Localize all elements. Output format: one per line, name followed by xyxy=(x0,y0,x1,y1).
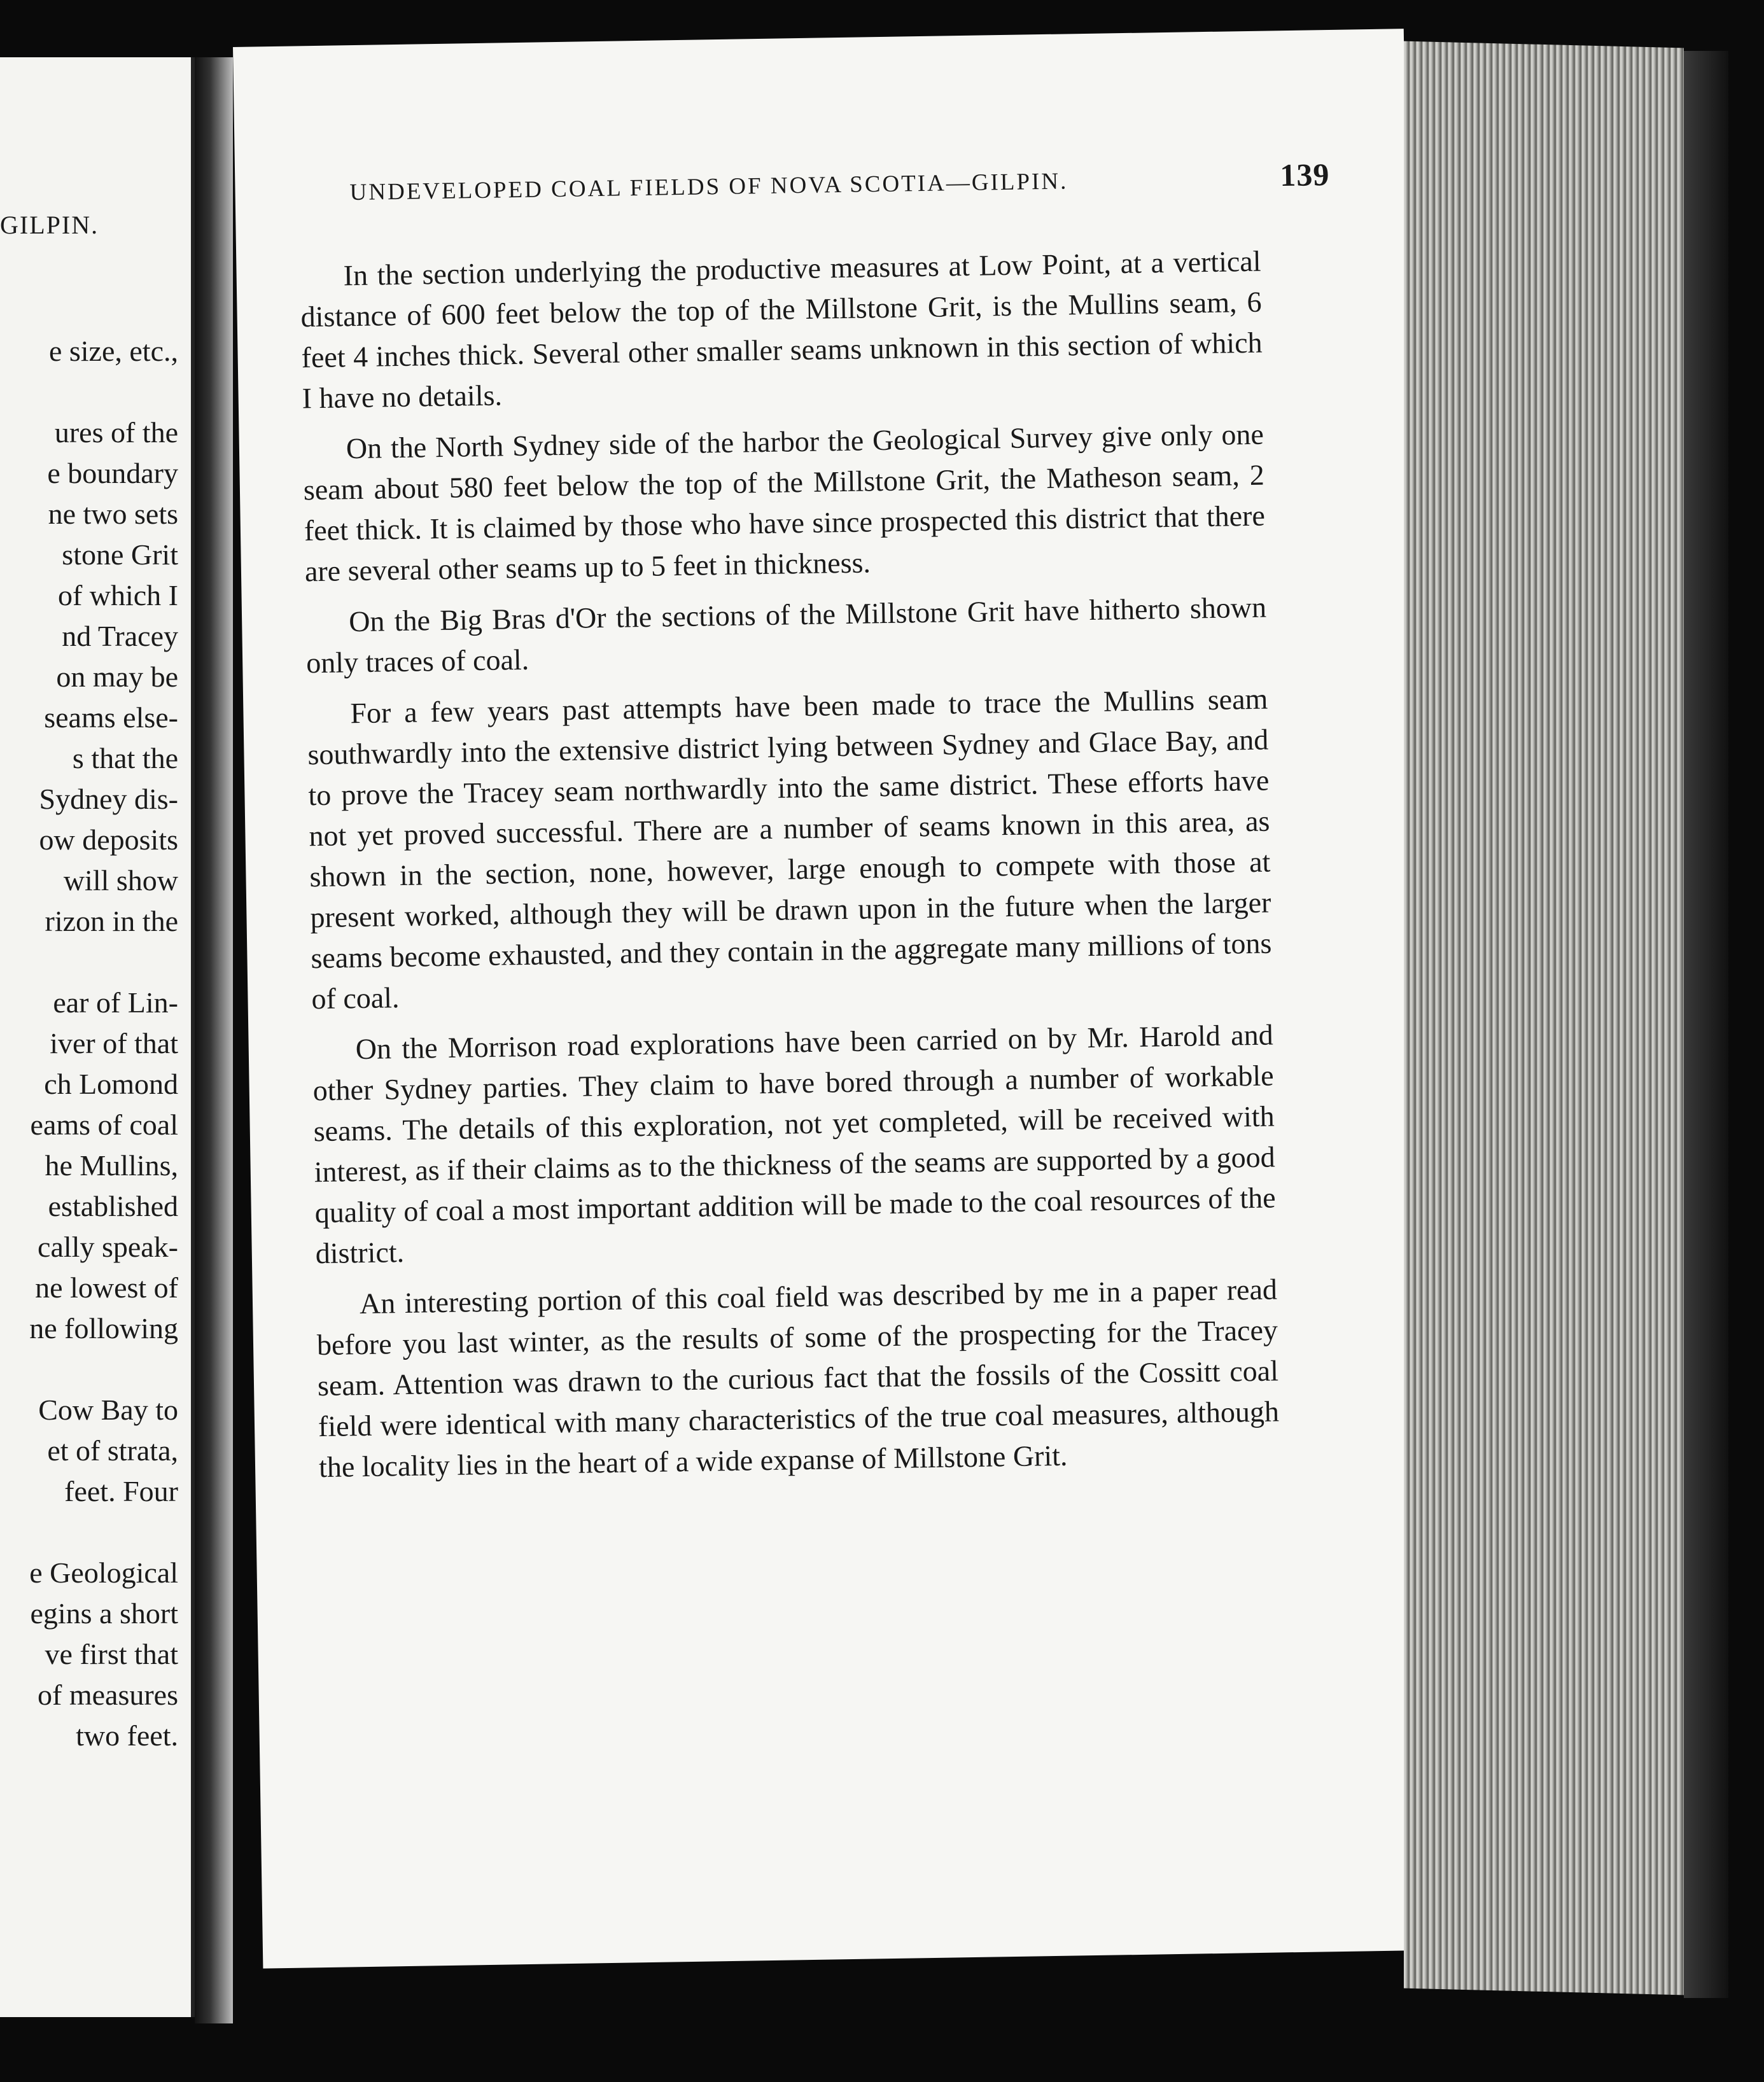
paragraph: On the Morrison road explorations have been carried on by Mr. Harold and other Sydney parties. They claim to have bored through a number of workable seams. The details of this exploration, not yet completed, will be received with interest, as if their claims as to the thickness of the seams are supported by a good quality of coal a most important addition will be made to the coal resources of the district. xyxy=(312,1018,1277,1270)
left-page-text xyxy=(0,331,191,1756)
left-line: ear of Lin- xyxy=(53,986,178,1019)
left-line: of measures xyxy=(38,1679,178,1711)
book-cover-edge xyxy=(1684,51,1728,1998)
page-number: 139 xyxy=(1279,156,1330,193)
paragraph: An interesting portion of this coal field was described by me in a paper read before you last winter, as the results of some of the prospecting for the Tracey seam. Attention was drawn to the curious fact that the fossils of the Cossitt coal field were identical with many characteristics of the true coal measures, although the locality lies in the heart of a wide expanse of Millstone Grit. xyxy=(316,1273,1280,1484)
left-line: egins a short xyxy=(30,1597,178,1630)
left-line: e boundary xyxy=(47,457,178,489)
left-line: on may be xyxy=(56,660,178,693)
left-line: cally speak- xyxy=(38,1231,178,1263)
left-line: e size, etc., xyxy=(48,335,178,367)
paragraph: In the section underlying the productive measures at Low Point, at a vertical distance of 600 feet below the top of the Millstone Grit, is the Mullins seam, 6 feet 4 inches thick. Several other smaller seams unknown in this section of which I have no details. xyxy=(300,244,1263,415)
left-line: ow deposits xyxy=(39,823,178,856)
left-line: ve first that xyxy=(45,1638,178,1670)
left-line: feet. Four xyxy=(64,1475,178,1507)
left-line: e Geological xyxy=(29,1556,178,1589)
running-title: UNDEVELOPED COAL FIELDS OF NOVA SCOTIA—GILPIN. xyxy=(349,168,1068,206)
left-line: of which I xyxy=(57,579,178,611)
left-line: seams else- xyxy=(44,701,178,734)
paragraph: On the Big Bras d'Or the sections of the Millstone Grit have hitherto shown only traces of coal. xyxy=(305,590,1267,680)
left-line: nd Tracey xyxy=(62,620,178,652)
left-line: stone Grit xyxy=(62,538,178,571)
left-line-gap xyxy=(0,1349,191,1390)
left-line: s that the xyxy=(72,742,178,774)
left-line: ch Lomond xyxy=(44,1068,178,1100)
body-text xyxy=(300,241,1280,1498)
running-head xyxy=(349,156,1330,206)
left-line: Sydney dis- xyxy=(39,783,178,815)
left-line: ne following xyxy=(29,1312,178,1345)
left-line: et of strata, xyxy=(47,1434,178,1467)
main-page xyxy=(233,29,1434,1969)
left-line: two feet. xyxy=(76,1719,178,1752)
left-facing-page xyxy=(0,57,195,2017)
left-line-gap xyxy=(0,372,191,412)
left-line: rizon in the xyxy=(45,905,178,937)
left-line: he Mullins, xyxy=(45,1149,178,1182)
left-line: iver of that xyxy=(50,1027,178,1059)
page-edges xyxy=(1404,41,1684,1995)
left-line: eams of coal xyxy=(30,1108,178,1141)
left-line: Cow Bay to xyxy=(38,1394,178,1426)
scan-background xyxy=(0,2023,1764,2082)
paragraph: For a few years past attempts have been made to trace the Mullins seam southwardly into the extensive district lying between Sydney and Glace Bay, and to prove the Tracey seam northwardly into the same district. These efforts have not yet proved successful. There are a number of seams known in this area, as shown in the section, none, however, large enough to compete with those at present worked, although they will be drawn upon in the future when the larger seams become exhausted, and they contain in the aggregate many millions of tons of coal. xyxy=(307,682,1272,1016)
left-line: ures of the xyxy=(54,416,178,449)
left-page-header: GILPIN. xyxy=(0,211,99,239)
left-line: ne two sets xyxy=(48,498,178,530)
left-line-gap xyxy=(0,942,191,982)
book-gutter xyxy=(195,57,233,2030)
paragraph: On the North Sydney side of the harbor the Geological Survey give only one seam about 580 feet below the top of the Millstone Grit, the Matheson seam, 2 feet thick. It is claimed by those who have since prospected this district that there are several other seams up to 5 feet in thickness. xyxy=(303,417,1266,588)
left-line: ne lowest of xyxy=(35,1271,178,1304)
left-line: established xyxy=(48,1190,178,1222)
left-line-gap xyxy=(0,1512,191,1553)
left-line: will show xyxy=(63,864,178,897)
